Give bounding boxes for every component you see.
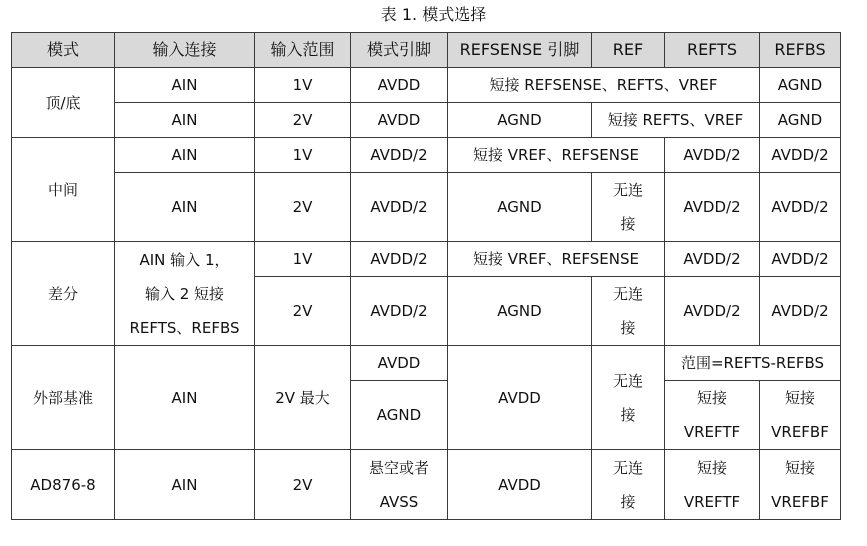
refbs-cell: AGND bbox=[760, 68, 841, 103]
ref-cell bbox=[592, 173, 665, 242]
input-cell: AIN bbox=[115, 103, 255, 138]
input-line: AIN 输入 1， bbox=[139, 250, 230, 269]
refts-cell bbox=[665, 381, 760, 450]
input-line: REFTS、REFBS bbox=[129, 318, 240, 337]
table-row bbox=[12, 68, 841, 103]
table-row bbox=[12, 242, 841, 277]
input-cell: AIN bbox=[115, 450, 255, 520]
input-cell: AIN bbox=[115, 138, 255, 173]
refts-cell: AVDD/2 bbox=[665, 173, 760, 242]
refbs-cell: AGND bbox=[760, 103, 841, 138]
refsense-ref-cell: 短接 REFSENSE、REFTS、VREF bbox=[448, 68, 760, 103]
mode-pin-cell: AVDD/2 bbox=[351, 138, 448, 173]
refbs-line: 短接 bbox=[784, 458, 815, 477]
mode-pin-line: 悬空或者 bbox=[368, 458, 429, 477]
table-caption: 表 1. 模式选择 bbox=[380, 5, 487, 24]
header-cell-mode-pin: 模式引脚 bbox=[351, 33, 448, 68]
input-cell: AIN bbox=[115, 346, 255, 450]
refbs-cell: AVDD/2 bbox=[760, 173, 841, 242]
refsense-cell: AGND bbox=[448, 173, 592, 242]
refts-cell: AVDD/2 bbox=[665, 138, 760, 173]
input-cell: AIN bbox=[115, 68, 255, 103]
refbs-line: VREFBF bbox=[771, 492, 829, 511]
mode-pin-cell: AVDD/2 bbox=[351, 242, 448, 277]
mode-pin-cell: AVDD bbox=[351, 103, 448, 138]
range-cell: 2V 最大 bbox=[255, 346, 351, 450]
ref-line: 接 bbox=[620, 319, 636, 337]
mode-pin-cell: AVDD bbox=[351, 68, 448, 103]
refbs-cell: AVDD/2 bbox=[760, 138, 841, 173]
refsense-ref-cell: 短接 VREF、REFSENSE bbox=[448, 242, 665, 277]
table-row bbox=[12, 173, 841, 242]
refsense-cell: AGND bbox=[448, 103, 592, 138]
refbs-cell bbox=[760, 450, 841, 520]
ref-line: 接 bbox=[620, 405, 636, 424]
refts-cell bbox=[665, 450, 760, 520]
refbs-cell: AVDD/2 bbox=[760, 242, 841, 277]
header-cell-input: 输入连接 bbox=[115, 33, 255, 68]
header-cell-refts: REFTS bbox=[665, 33, 760, 68]
range-cell: 2V bbox=[255, 450, 351, 520]
table-row bbox=[12, 450, 841, 520]
mode-pin-cell bbox=[351, 450, 448, 520]
input-cell: AIN bbox=[115, 173, 255, 242]
mode-cell: 顶/底 bbox=[12, 68, 115, 138]
ref-cell bbox=[592, 346, 665, 450]
refts-line: 短接 bbox=[696, 389, 727, 407]
refts-cell: AVDD/2 bbox=[665, 242, 760, 277]
refts-cell: AVDD/2 bbox=[665, 277, 760, 346]
range-cell: 2V bbox=[255, 277, 351, 346]
refsense-cell: AGND bbox=[448, 277, 592, 346]
header-cell-range: 输入范围 bbox=[255, 33, 351, 68]
refbs-cell: AVDD/2 bbox=[760, 277, 841, 346]
header-cell-ref: REF bbox=[592, 33, 665, 68]
ref-line: 无连 bbox=[612, 285, 643, 303]
refsense-cell: AVDD bbox=[448, 450, 592, 520]
mode-selection-table bbox=[11, 32, 841, 520]
input-line: 输入 2 短接 bbox=[144, 284, 225, 303]
refbs-line: 短接 bbox=[784, 389, 815, 407]
refsense-ref-cell: 短接 VREF、REFSENSE bbox=[448, 138, 665, 173]
mode-pin-cell: AVDD/2 bbox=[351, 173, 448, 242]
refts-line: 短接 bbox=[696, 458, 727, 477]
table-row bbox=[12, 346, 841, 381]
mode-pin-cell: AGND bbox=[351, 381, 448, 450]
header-row bbox=[12, 33, 841, 68]
range-cell: 1V bbox=[255, 242, 351, 277]
range-note-cell: 范围=REFTS-REFBS bbox=[665, 346, 841, 381]
table-row bbox=[12, 103, 841, 138]
ref-line: 无连 bbox=[612, 371, 643, 390]
ref-line: 接 bbox=[620, 492, 636, 511]
ref-cell bbox=[592, 450, 665, 520]
mode-pin-cell: AVDD/2 bbox=[351, 277, 448, 346]
mode-cell: 中间 bbox=[12, 138, 115, 242]
mode-cell: 差分 bbox=[12, 242, 115, 346]
range-cell: 2V bbox=[255, 173, 351, 242]
ref-refts-cell: 短接 REFTS、VREF bbox=[592, 103, 760, 138]
refbs-cell bbox=[760, 381, 841, 450]
range-cell: 1V bbox=[255, 68, 351, 103]
ref-cell bbox=[592, 277, 665, 346]
mode-pin-cell: AVDD bbox=[351, 346, 448, 381]
header-cell-refsense: REFSENSE 引脚 bbox=[448, 33, 592, 68]
table-row bbox=[12, 138, 841, 173]
ref-line: 无连 bbox=[612, 458, 643, 477]
mode-cell: AD876-8 bbox=[12, 450, 115, 520]
refbs-line: VREFBF bbox=[771, 423, 829, 441]
range-cell: 1V bbox=[255, 138, 351, 173]
mode-cell: 外部基准 bbox=[12, 346, 115, 450]
refts-line: VREFTF bbox=[683, 423, 741, 441]
range-cell: 2V bbox=[255, 103, 351, 138]
refts-line: VREFTF bbox=[683, 492, 741, 511]
mode-pin-line: AVSS bbox=[379, 492, 419, 511]
ref-line: 无连 bbox=[612, 181, 643, 199]
header-cell-mode: 模式 bbox=[12, 33, 115, 68]
refsense-cell: AVDD bbox=[448, 346, 592, 450]
ref-line: 接 bbox=[620, 215, 636, 233]
header-cell-refbs: REFBS bbox=[760, 33, 841, 68]
input-cell bbox=[115, 242, 255, 346]
